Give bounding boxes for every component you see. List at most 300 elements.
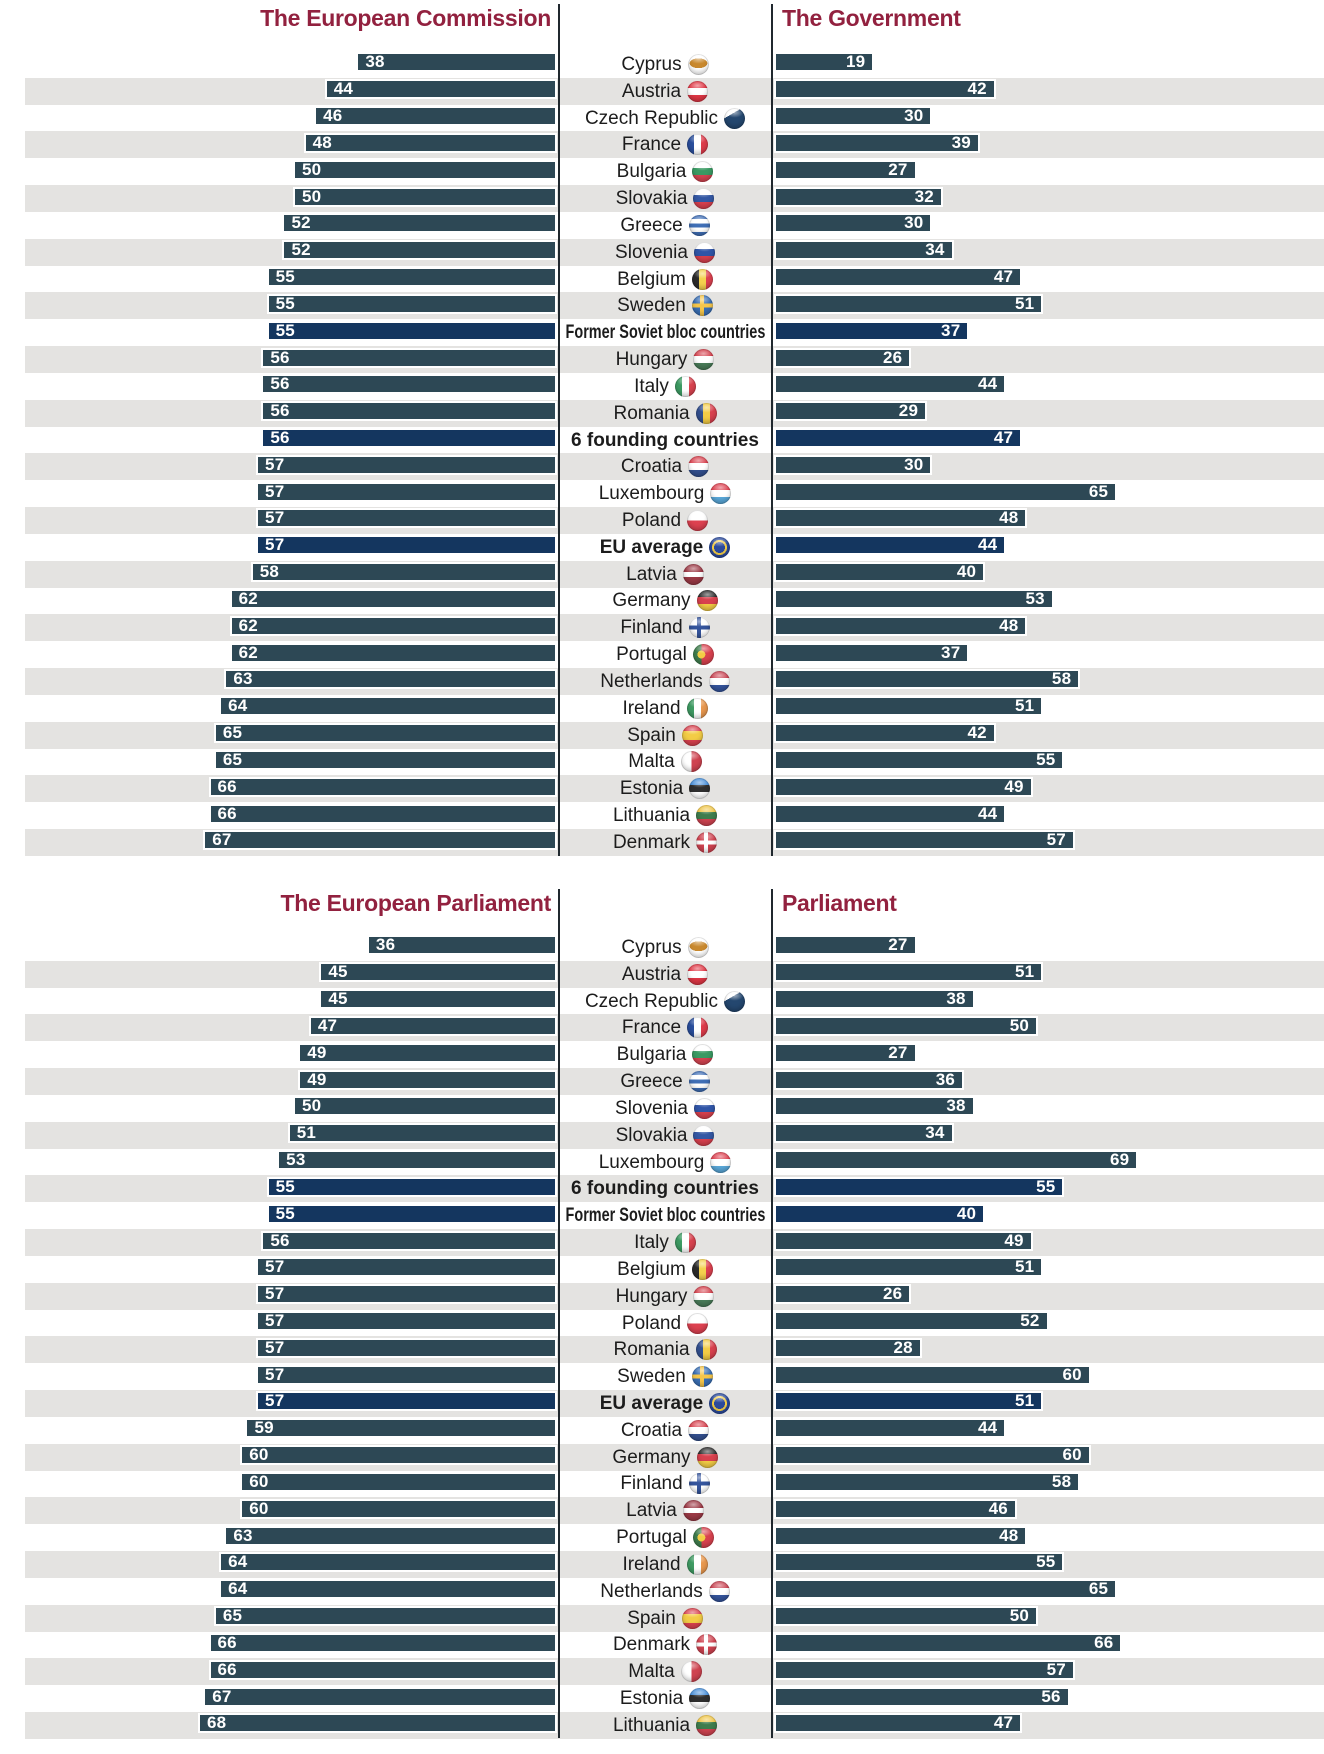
country-label: Greece [620,1071,683,1093]
row-label-group [558,400,772,427]
left-value: 66 [217,1659,237,1679]
flag-icon-ireland [687,698,708,719]
chart-row [0,212,1324,239]
flag-icon-luxembourg [710,483,731,504]
section-titles [0,889,1324,919]
chart-row [0,1605,1324,1632]
row-label-group [558,1122,772,1149]
chart-row [0,1256,1324,1283]
row-label-group [558,185,772,212]
country-label: Croatia [620,456,683,478]
row-label-group [558,1202,772,1229]
country-label: Estonia [619,778,684,800]
right-bar [774,1338,922,1358]
row-label-group [558,1014,772,1041]
left-value: 64 [228,1579,248,1599]
row-label-group [558,1578,772,1605]
flag-icon-netherlands [709,1581,730,1602]
left-value: 57 [265,1284,285,1304]
right-value: 69 [1110,1150,1130,1170]
left-bar [293,1096,557,1116]
chart-row [0,1336,1324,1363]
left-bar [319,989,557,1009]
right-value: 47 [993,1713,1014,1733]
country-label: Lithuania [612,1714,691,1736]
country-label: Portugal [616,644,687,666]
row-label-group [558,1685,772,1712]
flag-icon-austria [687,81,708,102]
left-value: 53 [286,1150,306,1170]
left-value: 45 [328,989,348,1009]
chart-row [0,507,1324,534]
right-chart-title: The Government [782,5,961,31]
right-bar [774,1552,1064,1572]
chart-row [0,722,1324,749]
country-label: Finland [620,1473,683,1495]
right-bar [774,213,932,233]
right-bar [774,1499,1017,1519]
chart-row [0,1041,1324,1068]
row-label-group [558,668,772,695]
left-bar [282,213,557,233]
right-value: 42 [967,79,987,99]
left-bar [293,160,557,180]
left-bar [319,962,557,982]
right-bar [774,777,1033,797]
left-bar [256,1257,557,1277]
right-bar [774,1123,954,1143]
left-value: 56 [270,427,290,447]
left-bar [203,1687,557,1707]
left-bar [267,267,557,287]
country-label: Slovenia [615,241,688,263]
row-label-group [558,802,772,829]
right-value: 55 [1036,749,1056,769]
left-bar [261,1231,557,1251]
right-value: 51 [1014,962,1035,982]
right-value: 26 [882,347,903,367]
country-label: Germany [612,590,691,612]
row-label-group [558,641,772,668]
right-value: 53 [1025,588,1045,608]
left-value: 64 [228,696,248,716]
row-label-group [558,1363,772,1390]
left-value: 50 [302,1096,322,1116]
left-value: 60 [249,1471,269,1491]
chart-row [0,453,1324,480]
chart-row [0,400,1324,427]
right-value: 51 [1014,696,1035,716]
right-value: 57 [1046,830,1066,850]
right-value: 60 [1062,1445,1082,1465]
left-bar [304,133,557,153]
country-label: Luxembourg [598,1151,705,1173]
chart-section-commission-government [0,4,1324,856]
left-value: 36 [375,935,396,955]
left-bar [256,508,557,528]
row-label-group [558,1551,772,1578]
row-label-group [558,51,772,78]
flag-icon-romania [696,403,717,424]
country-label: 6 founding countries [571,1178,759,1200]
right-bar [774,133,980,153]
left-value: 55 [275,293,295,313]
row-label-group [558,775,772,802]
left-value: 52 [291,213,311,233]
right-value: 49 [1004,776,1024,796]
chart-row [0,1363,1324,1390]
left-value: 65 [222,1606,243,1626]
country-label: Ireland [622,1553,681,1575]
flag-icon-finland [689,617,710,638]
left-bar [209,1660,557,1680]
chart-row [0,1417,1324,1444]
left-bar [267,321,557,341]
row-label-group [558,1256,772,1283]
left-value: 51 [296,1123,317,1143]
right-bar [774,52,874,72]
country-label: France [621,134,682,156]
chart-row [0,1068,1324,1095]
chart-row [0,614,1324,641]
right-value: 44 [978,803,998,823]
left-value: 68 [206,1713,227,1733]
chart-row [0,561,1324,588]
right-value: 46 [988,1498,1008,1518]
left-value: 47 [317,1015,338,1035]
right-bar [774,830,1075,850]
chart-row [0,641,1324,668]
left-bar [203,830,557,850]
flag-icon-belgium [692,1259,713,1280]
left-bar [209,804,557,824]
country-label: Lithuania [612,805,691,827]
right-value: 47 [993,267,1014,287]
left-bar [214,750,557,770]
left-chart-title: The European Commission [260,5,551,31]
country-label: Poland [621,509,682,531]
left-value: 66 [217,1632,237,1652]
left-value: 65 [222,749,243,769]
left-value: 56 [270,374,290,394]
flag-icon-eu [709,1393,730,1414]
right-value: 51 [1014,1257,1035,1277]
chart-row [0,829,1324,856]
right-bar [774,106,932,126]
flag-icon-spain [682,725,703,746]
country-label: Latvia [626,563,677,585]
right-value: 34 [925,240,945,260]
left-value: 57 [265,508,285,528]
right-bar [774,989,975,1009]
row-label-group [558,158,772,185]
row-label-group [558,453,772,480]
country-label: 6 founding countries [571,429,759,451]
flag-icon-italy [675,1232,696,1253]
row-label-group [558,614,772,641]
right-value: 32 [914,186,934,206]
flag-icon-czech [724,108,745,129]
chart-row [0,988,1324,1015]
flag-icon-bulgaria [692,1044,713,1065]
flag-icon-malta [681,1661,702,1682]
country-label: Netherlands [600,1580,703,1602]
left-chart-title: The European Parliament [280,890,551,916]
right-bar [774,1526,1027,1546]
country-label: Hungary [615,349,688,371]
country-label: Germany [612,1446,691,1468]
left-bar [261,428,557,448]
flag-icon-germany [697,590,718,611]
country-label: EU average [599,536,704,558]
right-value: 19 [846,52,866,72]
row-label-group [558,749,772,776]
left-value: 56 [270,401,290,421]
right-value: 44 [978,535,998,555]
country-label: Latvia [626,1500,677,1522]
left-bar [230,643,557,663]
left-value: 57 [265,1257,285,1277]
country-label: Luxembourg [598,483,705,505]
left-bar [224,1526,557,1546]
right-value: 30 [904,213,924,233]
flag-icon-romania [696,1339,717,1360]
right-value: 48 [999,615,1019,635]
chart-row [0,346,1324,373]
right-value: 39 [951,132,971,152]
left-value: 57 [265,1391,285,1411]
right-bar [774,401,927,421]
left-value: 66 [217,776,237,796]
left-value: 55 [275,1176,295,1196]
row-label-group [558,1524,772,1551]
flag-icon-denmark [696,832,717,853]
left-value: 63 [233,669,253,689]
right-bar [774,1257,1043,1277]
row-label-group [558,427,772,454]
flag-icon-finland [689,1473,710,1494]
flag-icon-eu [709,537,730,558]
left-bar [267,1177,557,1197]
country-label: Romania [613,1339,690,1361]
left-value: 57 [265,1337,285,1357]
chart-rows [0,934,1324,1739]
left-value: 67 [212,1686,232,1706]
flag-icon-slovenia [694,242,715,263]
left-bar [288,1123,557,1143]
chart-row [0,1497,1324,1524]
left-value: 50 [302,159,322,179]
country-label: Belgium [617,1258,686,1280]
right-bar [774,589,1054,609]
chart-row [0,695,1324,722]
chart-row [0,961,1324,988]
right-value: 44 [978,374,998,394]
left-bar [209,777,557,797]
right-bar [774,616,1027,636]
row-label-group [558,1712,772,1739]
left-value: 62 [238,615,258,635]
right-bar [774,508,1027,528]
right-value: 44 [978,1418,998,1438]
right-value: 34 [925,1123,945,1143]
chart-row [0,1229,1324,1256]
chart-row [0,158,1324,185]
country-label: Slovakia [615,1124,688,1146]
right-bar [774,321,969,341]
chart-rows [0,51,1324,856]
left-value: 55 [275,320,295,340]
right-bar [774,1660,1075,1680]
row-label-group [558,1390,772,1417]
right-bar [774,1177,1064,1197]
country-label: Finland [620,617,683,639]
right-bar [774,1016,1038,1036]
left-value: 49 [307,1069,327,1089]
flag-icon-spain [682,1608,703,1629]
left-value: 52 [291,240,311,260]
row-label-group [558,131,772,158]
left-bar [240,1472,557,1492]
flag-icon-lithuania [696,1715,717,1736]
country-label: Greece [620,214,683,236]
flag-icon-estonia [689,1688,710,1709]
right-bar [774,1231,1033,1251]
right-bar [774,804,1006,824]
right-bar [774,187,943,207]
right-bar [774,562,985,582]
right-value: 27 [888,1042,908,1062]
right-bar [774,79,996,99]
row-label-group [558,1417,772,1444]
row-label-group [558,1095,772,1122]
left-bar [256,1284,557,1304]
left-bar [298,1043,557,1063]
chart-row [0,427,1324,454]
row-label-group [558,507,772,534]
flag-icon-greece [689,215,710,236]
right-bar [774,1472,1080,1492]
left-bar [256,482,557,502]
row-label-group [558,961,772,988]
row-label-group [558,1605,772,1632]
left-value: 66 [217,803,237,823]
right-bar [774,669,1080,689]
flag-icon-germany [697,1447,718,1468]
chart-row [0,1444,1324,1471]
right-value: 29 [898,401,919,421]
chart-row [0,1122,1324,1149]
row-label-group [558,1283,772,1310]
right-value: 58 [1051,669,1072,689]
flag-icon-italy [675,376,696,397]
left-value: 60 [249,1498,269,1518]
flag-icon-poland [687,1313,708,1334]
right-bar [774,240,954,260]
country-label: Denmark [612,1634,691,1656]
left-value: 60 [249,1445,269,1465]
country-label: Sweden [617,1366,686,1388]
right-value: 65 [1088,481,1109,501]
flag-icon-slovenia [694,1098,715,1119]
right-bar [774,1284,911,1304]
right-value: 56 [1041,1686,1061,1706]
country-label: Malta [628,1661,675,1683]
right-bar [774,1070,964,1090]
country-label: Spain [627,1607,676,1629]
flag-icon-czech [724,991,745,1012]
chart-row [0,1283,1324,1310]
country-label: Estonia [619,1688,684,1710]
flag-icon-austria [687,964,708,985]
country-label: Poland [621,1312,682,1334]
chart-row [0,266,1324,293]
right-value: 27 [888,935,908,955]
left-bar [240,1499,557,1519]
left-value: 62 [238,642,258,662]
row-label-group [558,1658,772,1685]
flag-icon-sweden [692,1366,713,1387]
right-bar [774,1606,1038,1626]
flag-icon-denmark [696,1634,717,1655]
right-value: 66 [1094,1632,1114,1652]
chart-row [0,1524,1324,1551]
country-label: Spain [627,724,676,746]
left-bar [261,401,557,421]
right-value: 55 [1036,1176,1056,1196]
country-label: Sweden [617,295,686,317]
left-value: 64 [228,1552,248,1572]
right-bar [774,723,996,743]
country-label: EU average [599,1392,704,1414]
chart-row [0,131,1324,158]
left-bar [267,294,557,314]
right-bar [774,428,1022,448]
right-bar [774,535,1006,555]
country-label: Netherlands [600,670,703,692]
right-bar [774,348,911,368]
right-bar [774,1445,1091,1465]
row-label-group [558,1444,772,1471]
right-bar [774,455,932,475]
left-bar [256,1311,557,1331]
flag-icon-bulgaria [692,161,713,182]
country-label: Cyprus [621,936,682,958]
country-label: Hungary [615,1285,688,1307]
left-value: 57 [265,454,285,474]
chart-row [0,51,1324,78]
right-value: 51 [1014,1391,1035,1411]
left-value: 46 [323,106,343,126]
left-bar [224,669,557,689]
right-value: 36 [935,1069,956,1089]
right-bar [774,1096,975,1116]
left-value: 62 [238,588,258,608]
left-value: 49 [307,1042,327,1062]
row-label-group [558,105,772,132]
right-bar [774,1043,917,1063]
left-bar [214,1606,557,1626]
country-label: Romania [613,402,690,424]
left-bar [367,935,557,955]
flag-icon-hungary [693,1286,714,1307]
right-value: 26 [882,1284,903,1304]
right-value: 55 [1036,1552,1056,1572]
flag-icon-slovakia [693,188,714,209]
left-bar [198,1713,557,1733]
chart-row [0,319,1324,346]
flag-icon-portugal [693,1527,714,1548]
